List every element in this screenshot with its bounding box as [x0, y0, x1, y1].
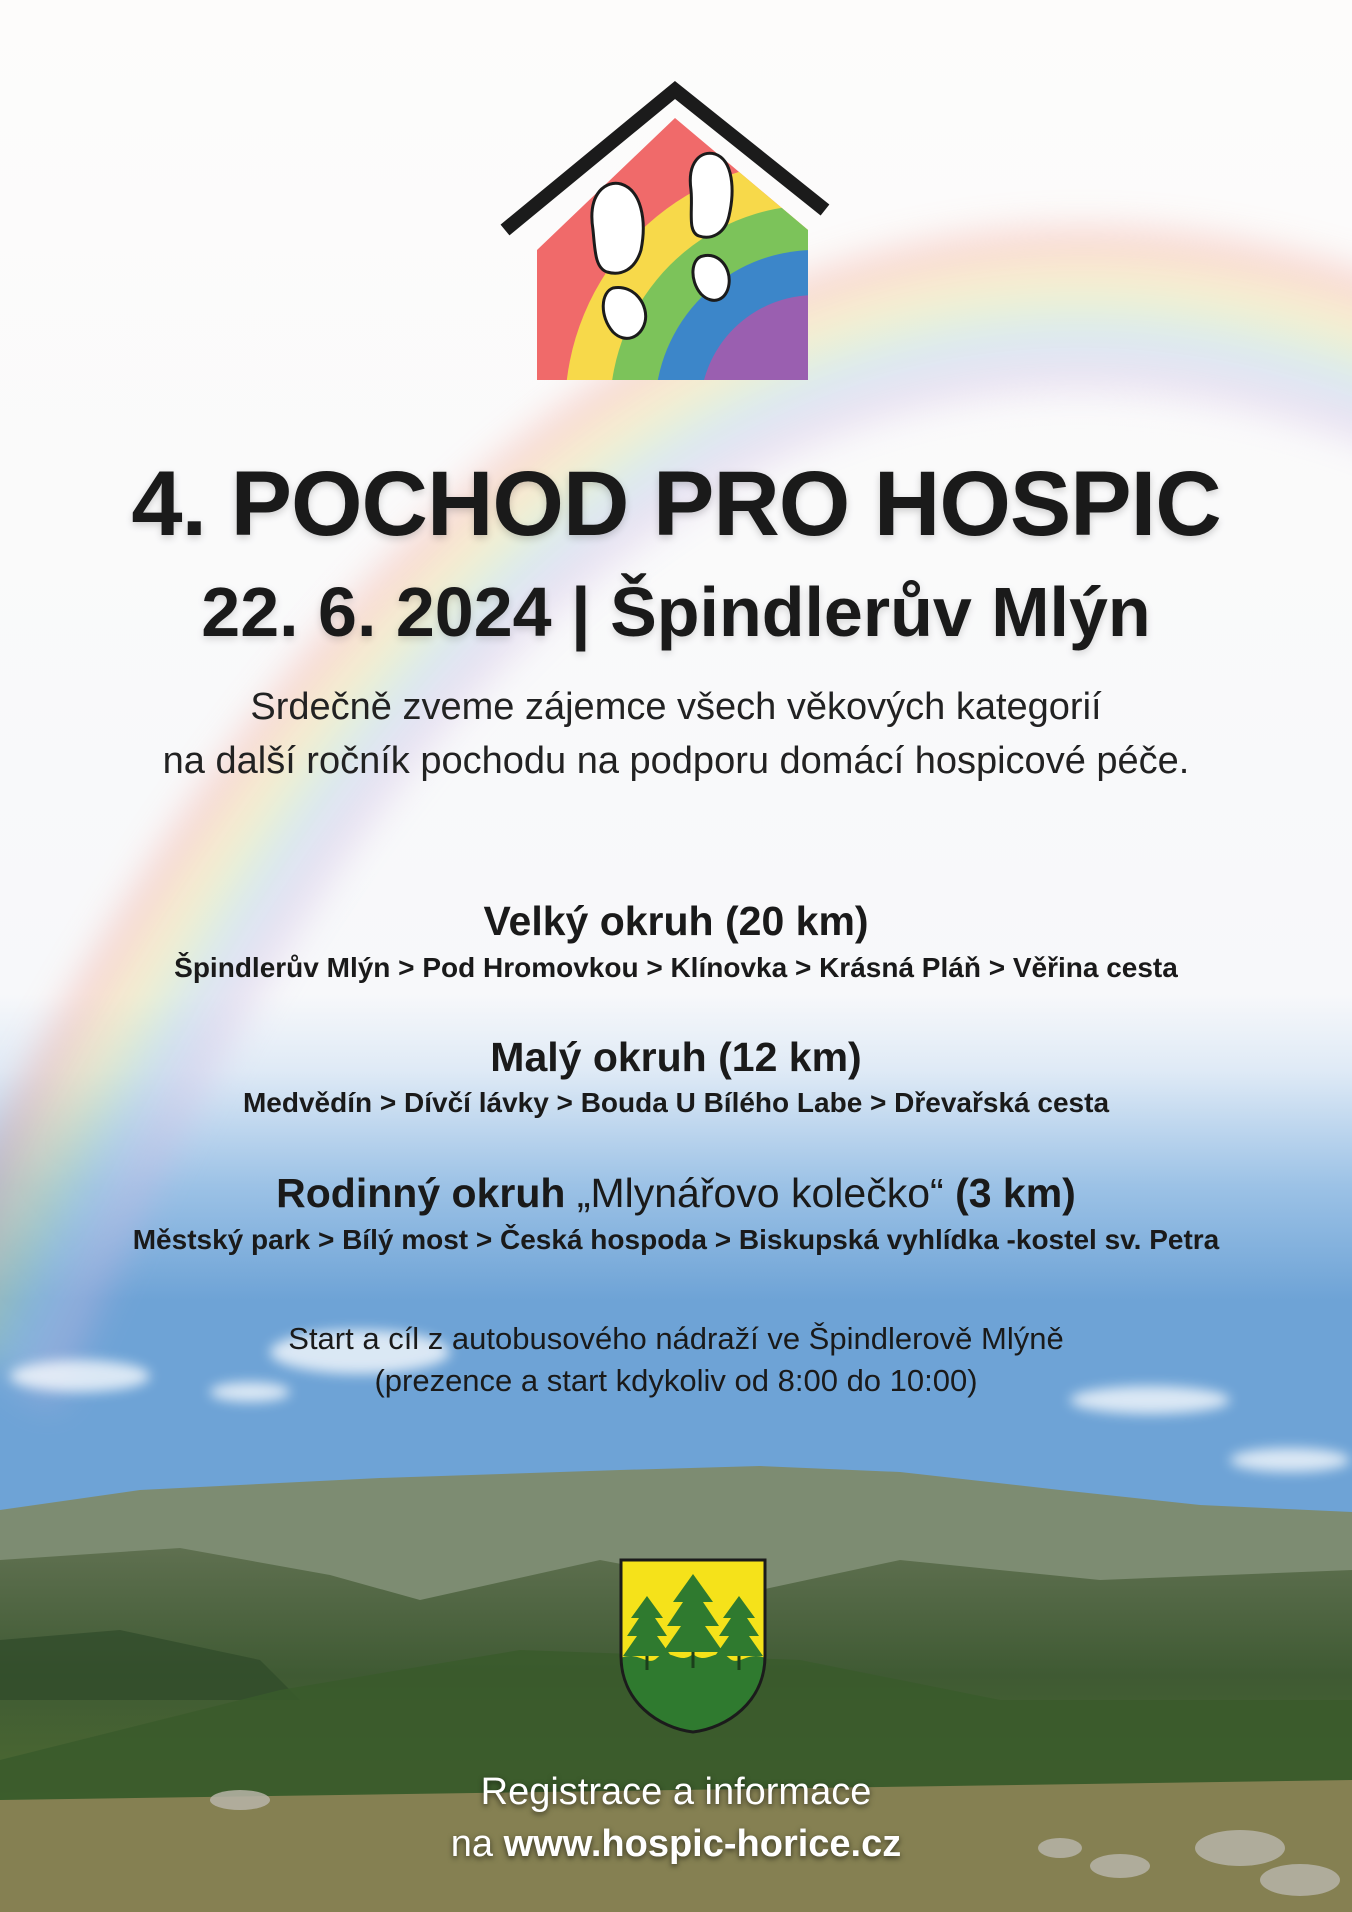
- invitation-text: [0, 680, 1352, 788]
- route-small-path: Medvědín > Dívčí lávky > Bouda U Bílého Labe > Dřevařská cesta: [242, 1087, 1110, 1118]
- poster-title: 4. POCHOD PRO HOSPIC: [131, 453, 1221, 555]
- route-family-name: [0, 1170, 1352, 1217]
- start-time: (prezence a start kdykoliv od 8:00 do 10:00): [374, 1363, 978, 1398]
- route-small-name: Malý okruh (12 km): [490, 1034, 862, 1080]
- registration-prefix: na: [450, 1823, 494, 1865]
- house-rainbow-footprints-icon: [495, 80, 835, 390]
- registration-label: Registrace a informace: [480, 1771, 872, 1813]
- start-location: Start a cíl z autobusového nádraží ve Špindlerově Mlýně: [288, 1321, 1064, 1356]
- website-link[interactable]: www.hospic-horice.cz: [503, 1823, 902, 1865]
- registration-url-line: [0, 1818, 1352, 1870]
- route-large-path: Špindlerův Mlýn > Pod Hromovkou > Klínovka > Krásná Pláň > Věřina cesta: [174, 952, 1178, 983]
- registration-info: [0, 1766, 1352, 1870]
- route-large-name: Velký okruh (20 km): [483, 898, 869, 944]
- invitation-line-2: na další ročník pochodu na podporu domácí hospicové péče.: [162, 740, 1190, 782]
- route-family-nickname: „Mlynářovo kolečko“: [576, 1170, 944, 1216]
- event-date-location: 22. 6. 2024 | Špindlerův Mlýn: [201, 573, 1151, 651]
- route-family-path: Městský park > Bílý most > Česká hospoda > Biskupská vyhlídka -kostel sv. Petra: [132, 1224, 1220, 1255]
- start-info: [0, 1318, 1352, 1402]
- town-crest-three-trees-icon: [617, 1556, 769, 1734]
- route-family-label: Rodinný okruh: [276, 1170, 566, 1216]
- invitation-line-1: Srdečně zveme zájemce všech věkových kategorií: [250, 686, 1102, 728]
- route-family-distance: (3 km): [955, 1170, 1076, 1216]
